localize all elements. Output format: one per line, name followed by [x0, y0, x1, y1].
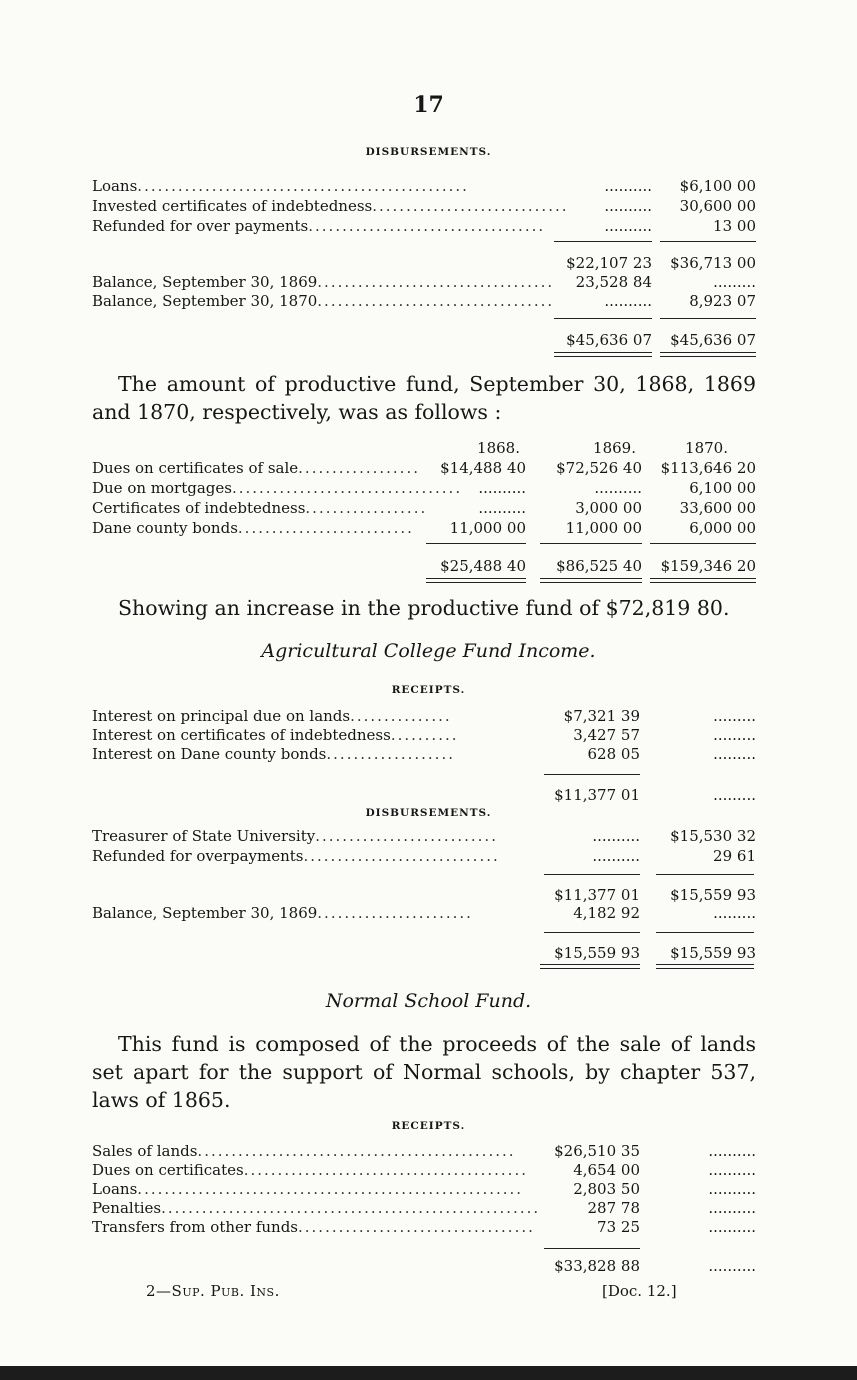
double-rule [540, 578, 642, 583]
page-number: 17 [413, 92, 444, 118]
amount-cell: $15,530 32 [670, 827, 756, 845]
row-label: Balance, September 30, 1869 [92, 273, 318, 291]
ledger-row: Penalties........................................................ 287 78 .......... [92, 1199, 756, 1217]
ledger-row: Refunded for overpayments............................. .......... 29 61 [92, 847, 756, 865]
ledger-row: Balance, September 30, 1869....................... 4,182 92 ......... [92, 904, 756, 922]
ledger-row: Loans................................................. .......... $6,100 00 [92, 177, 756, 195]
amount-cell: 628 05 [587, 745, 640, 763]
amount-cell: 11,000 00 [449, 519, 526, 537]
total-row [92, 556, 756, 576]
amount-cell: 8,923 07 [689, 292, 756, 310]
amount-cell: .......... [604, 197, 652, 215]
subtotal-row [92, 253, 756, 273]
double-rule [426, 578, 526, 583]
double-rule [656, 964, 754, 969]
amount-cell: $22,107 23 [566, 254, 652, 272]
row-label: Invested certificates of indebtedness [92, 197, 373, 215]
section-heading-disbursements: DISBURSEMENTS. [365, 807, 492, 819]
total-row [92, 1256, 756, 1276]
amount-cell: $36,713 00 [670, 254, 756, 272]
amount-cell: .......... [604, 292, 652, 310]
year-header-row [92, 438, 756, 458]
amount-cell: 3,000 00 [575, 499, 642, 517]
amount-cell: 4,182 92 [573, 904, 640, 922]
rule-line [660, 241, 756, 242]
ledger-row: Sales of lands............................................... $26,510 35 .......... [92, 1142, 756, 1160]
amount-cell: .......... [592, 847, 640, 865]
amount-cell: .......... [708, 1161, 756, 1179]
year-header: 1870. [685, 439, 728, 457]
amount-cell: $15,559 93 [670, 944, 756, 962]
row-label: Refunded for overpayments [92, 847, 304, 865]
amount-cell: .......... [708, 1257, 756, 1275]
rule-line [544, 932, 640, 933]
subtotal-row [92, 885, 756, 905]
row-label: Balance, September 30, 1870 [92, 292, 318, 310]
ledger-row: Dues on certificates of sale.................. $14,488 40 $72,526 40 $113,646 20 [92, 459, 756, 477]
row-label: Certificates of indebtedness [92, 499, 306, 517]
row-label: Transfers from other funds [92, 1218, 298, 1236]
amount-cell: .......... [708, 1218, 756, 1236]
row-label: Interest on principal due on lands [92, 707, 351, 725]
ledger-row: Certificates of indebtedness.................. .......... 3,000 00 33,600 00 [92, 499, 756, 517]
amount-cell: $25,488 40 [440, 557, 526, 575]
ledger-row: Dues on certificates.......................................... 4,654 00 .......... [92, 1161, 756, 1179]
amount-cell: 6,100 00 [689, 479, 756, 497]
scan-edge-bar [0, 1366, 857, 1380]
amount-cell: $7,321 39 [563, 707, 640, 725]
rule-line [540, 543, 642, 544]
rule-line [426, 543, 526, 544]
amount-cell: $26,510 35 [554, 1142, 640, 1160]
amount-cell: 2,803 50 [573, 1180, 640, 1198]
row-label: Loans [92, 177, 138, 195]
amount-cell: $159,346 20 [660, 557, 756, 575]
amount-cell: ......... [713, 786, 756, 804]
rule-line [544, 874, 640, 875]
amount-cell: $15,559 93 [670, 886, 756, 904]
year-header: 1869. [593, 439, 636, 457]
row-label: Treasurer of State University [92, 827, 316, 845]
year-header: 1868. [477, 439, 520, 457]
row-label: Refunded for over payments [92, 217, 309, 235]
amount-cell: $6,100 00 [679, 177, 756, 195]
ledger-row: Transfers from other funds................................... 73 25 .......... [92, 1218, 756, 1236]
amount-cell: .......... [708, 1199, 756, 1217]
amount-cell: 13 00 [713, 217, 756, 235]
section-title-agricultural: Agricultural College Fund Income. [261, 640, 596, 662]
row-label: Dues on certificates [92, 1161, 244, 1179]
rule-line [544, 1248, 640, 1249]
amount-cell: 287 78 [587, 1199, 640, 1217]
amount-cell: 3,427 57 [573, 726, 640, 744]
amount-cell: 23,528 84 [575, 273, 652, 291]
amount-cell: 4,654 00 [573, 1161, 640, 1179]
double-rule [650, 578, 756, 583]
double-rule [554, 352, 652, 357]
rule-line [544, 774, 640, 775]
amount-cell: ......... [713, 904, 756, 922]
rule-line [660, 318, 756, 319]
amount-cell: $14,488 40 [440, 459, 526, 477]
amount-cell: .......... [604, 177, 652, 195]
rule-line [656, 932, 754, 933]
double-rule [540, 964, 640, 969]
amount-cell: .......... [708, 1180, 756, 1198]
amount-cell: $45,636 07 [566, 331, 652, 349]
increase-statement: Showing an increase in the productive fund of $72,819 80. [118, 596, 730, 620]
amount-cell: 29 61 [713, 847, 756, 865]
document-reference: [Doc. 12.] [602, 1282, 677, 1300]
row-label: Penalties [92, 1199, 162, 1217]
ledger-row: Dane county bonds.......................... 11,000 00 11,000 00 6,000 00 [92, 519, 756, 537]
section-title-normal-school: Normal School Fund. [325, 990, 532, 1012]
amount-cell: $11,377 01 [554, 786, 640, 804]
normal-school-intro: This fund is composed of the proceeds of the sale of lands set apart for the support of Normal schools, by chapter 537, laws of 1865. [92, 1032, 756, 1112]
row-label: Interest on certificates of indebtedness [92, 726, 391, 744]
amount-cell: 73 25 [597, 1218, 640, 1236]
amount-cell: $15,559 93 [554, 944, 640, 962]
amount-cell: .......... [592, 827, 640, 845]
amount-cell: ......... [713, 745, 756, 763]
amount-cell: .......... [708, 1142, 756, 1160]
amount-cell: 11,000 00 [565, 519, 642, 537]
total-row [92, 330, 756, 350]
row-label: Sales of lands [92, 1142, 198, 1160]
ledger-row: Balance, September 30, 1869................................... 23,528 84 ......... [92, 273, 756, 291]
section-heading-receipts: RECEIPTS. [391, 684, 466, 696]
row-label: Due on mortgages [92, 479, 232, 497]
footer-left-text: 2—Sup. Pub. Ins. [146, 1282, 280, 1300]
ledger-row: Loans......................................................... 2,803 50 .......... [92, 1180, 756, 1198]
amount-cell: ......... [713, 273, 756, 291]
amount-cell: 33,600 00 [679, 499, 756, 517]
amount-cell: $11,377 01 [554, 886, 640, 904]
ledger-row: Balance, September 30, 1870................................... .......... 8,923 07 [92, 292, 756, 310]
amount-cell: $33,828 88 [554, 1257, 640, 1275]
row-label: Loans [92, 1180, 138, 1198]
subtotal-row [92, 785, 756, 805]
total-row [92, 943, 756, 963]
ledger-row: Invested certificates of indebtedness............................. .......... 30,600 00 [92, 197, 756, 215]
rule-line [656, 874, 754, 875]
ledger-row: Interest on certificates of indebtedness.......... 3,427 57 ......... [92, 726, 756, 744]
ledger-row: Due on mortgages.................................. .......... .......... 6,100 00 [92, 479, 756, 497]
amount-cell: .......... [478, 499, 526, 517]
amount-cell: 6,000 00 [689, 519, 756, 537]
rule-line [554, 241, 652, 242]
ledger-row: Refunded for over payments................................... .......... 13 00 [92, 217, 756, 235]
row-label: Dane county bonds [92, 519, 238, 537]
amount-cell: .......... [478, 479, 526, 497]
amount-cell: ......... [713, 726, 756, 744]
rule-line [554, 318, 652, 319]
amount-cell: .......... [594, 479, 642, 497]
amount-cell: ......... [713, 707, 756, 725]
amount-cell: 30,600 00 [679, 197, 756, 215]
row-label: Balance, September 30, 1869 [92, 904, 318, 922]
row-label: Dues on certificates of sale [92, 459, 299, 477]
row-label: Interest on Dane county bonds [92, 745, 327, 763]
double-rule [660, 352, 756, 357]
amount-cell: $72,526 40 [556, 459, 642, 477]
amount-cell: $113,646 20 [660, 459, 756, 477]
ledger-row: Interest on principal due on lands............... $7,321 39 ......... [92, 707, 756, 725]
ledger-row: Interest on Dane county bonds................... 628 05 ......... [92, 745, 756, 763]
ledger-row: Treasurer of State University........................... .......... $15,530 32 [92, 827, 756, 845]
rule-line [650, 543, 756, 544]
productive-fund-intro: The amount of productive fund, September 30, 1868, 1869 and 1870, respectively, was as follows : [92, 372, 756, 424]
amount-cell: $45,636 07 [670, 331, 756, 349]
amount-cell: $86,525 40 [556, 557, 642, 575]
section-heading-disbursements: DISBURSEMENTS. [365, 146, 492, 158]
amount-cell: .......... [604, 217, 652, 235]
signature-mark [146, 1282, 280, 1300]
section-heading-receipts: RECEIPTS. [391, 1120, 466, 1132]
